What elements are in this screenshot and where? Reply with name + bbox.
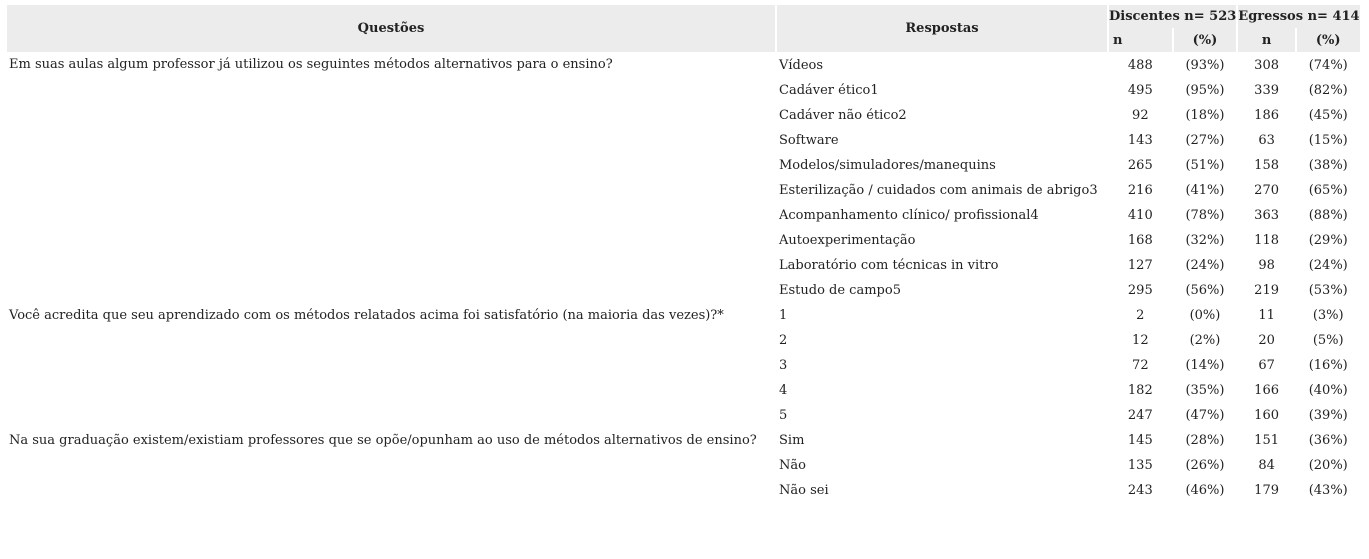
answer-cell: Não	[779, 458, 806, 473]
discentes-n-cell: 410	[1127, 208, 1153, 223]
discentes-n-cell: 92	[1132, 108, 1149, 123]
egressos-n-cell: 186	[1254, 108, 1279, 123]
egressos-pct-cell: (65%)	[1308, 183, 1348, 198]
egressos-n-cell: 179	[1254, 483, 1279, 498]
egressos-n-cell: 84	[1258, 458, 1275, 473]
header-questoes: Questões	[7, 5, 775, 52]
discentes-n-cell: 243	[1127, 483, 1153, 498]
answer-cell: 1	[779, 308, 788, 323]
discentes-n-cell: 145	[1127, 433, 1153, 448]
header-respostas: Respostas	[777, 5, 1107, 52]
discentes-n-cell: 127	[1127, 258, 1153, 273]
egressos-pct-cell: (16%)	[1308, 358, 1348, 373]
answer-cell: 3	[779, 358, 788, 373]
egressos-n-cell: 160	[1254, 408, 1279, 423]
answer-cell: Modelos/simuladores/manequins	[779, 158, 996, 173]
table-header	[7, 5, 1360, 52]
egressos-n-cell: 67	[1258, 358, 1275, 373]
answer-cell: Cadáver ético1	[779, 83, 879, 98]
egressos-pct-cell: (43%)	[1308, 483, 1348, 498]
egressos-pct-cell: (45%)	[1308, 108, 1348, 123]
discentes-n-cell: 216	[1127, 183, 1153, 198]
egressos-n-cell: 20	[1258, 333, 1275, 348]
egressos-pct-cell: (15%)	[1308, 133, 1348, 148]
answer-cell: Estudo de campo5	[779, 283, 901, 298]
discentes-n-cell: 488	[1127, 57, 1153, 73]
egressos-pct-cell: (40%)	[1308, 383, 1348, 398]
egressos-pct-cell: (53%)	[1308, 283, 1348, 298]
question-cell: Em suas aulas algum professor já utilizou os seguintes métodos alternativos para o ensino?	[9, 57, 613, 72]
discentes-n-cell: 135	[1127, 458, 1153, 473]
egressos-n-cell: 118	[1254, 233, 1279, 248]
answer-cell: Cadáver não ético2	[779, 108, 907, 123]
egressos-pct-cell: (82%)	[1308, 83, 1348, 98]
results-table	[5, 5, 1362, 503]
table-row	[7, 52, 1360, 78]
discentes-pct-cell: (28%)	[1185, 433, 1225, 448]
discentes-n-cell: 168	[1127, 233, 1153, 248]
egressos-n-cell: 308	[1254, 57, 1279, 73]
egressos-pct-cell: (5%)	[1312, 333, 1344, 348]
egressos-pct-cell: (20%)	[1308, 458, 1348, 473]
discentes-pct-cell: (78%)	[1185, 208, 1225, 223]
header-discentes: Discentes n= 523	[1109, 5, 1236, 28]
answer-cell: Software	[779, 133, 839, 148]
discentes-pct-cell: (46%)	[1185, 483, 1225, 498]
discentes-n-cell: 143	[1127, 133, 1153, 148]
egressos-n-cell: 270	[1254, 183, 1279, 198]
egressos-n-cell: 11	[1258, 308, 1275, 323]
egressos-n-cell: 219	[1254, 283, 1279, 298]
discentes-pct-cell: (2%)	[1189, 333, 1221, 348]
egressos-pct-cell: (29%)	[1308, 233, 1348, 248]
answer-cell: 4	[779, 383, 788, 398]
question-cell: Na sua graduação existem/existiam professores que se opõe/opunham ao uso de métodos alternativos de ensino?	[9, 433, 757, 448]
table-body	[7, 52, 1360, 503]
table-row	[7, 303, 1360, 328]
discentes-n-cell: 295	[1127, 283, 1153, 298]
header-egressos-pct: (%)	[1297, 28, 1360, 52]
answer-cell: Laboratório com técnicas in vitro	[779, 258, 999, 273]
discentes-pct-cell: (26%)	[1185, 458, 1225, 473]
answer-cell: Vídeos	[779, 57, 824, 73]
discentes-pct-cell: (51%)	[1185, 158, 1225, 173]
question-cell: Você acredita que seu aprendizado com os métodos relatados acima foi satisfatório (na maioria das vezes)?*	[9, 308, 724, 323]
egressos-pct-cell: (38%)	[1308, 158, 1348, 173]
discentes-n-cell: 182	[1127, 383, 1153, 398]
answer-cell: Autoexperimentação	[779, 233, 916, 248]
discentes-pct-cell: (14%)	[1185, 358, 1225, 373]
discentes-n-cell: 247	[1127, 408, 1153, 423]
egressos-n-cell: 151	[1254, 433, 1279, 448]
egressos-n-cell: 166	[1254, 383, 1279, 398]
discentes-pct-cell: (18%)	[1185, 108, 1225, 123]
egressos-pct-cell: (3%)	[1312, 308, 1344, 323]
answer-cell: Sim	[779, 433, 805, 448]
discentes-n-cell: 495	[1127, 83, 1153, 98]
egressos-pct-cell: (39%)	[1308, 408, 1348, 423]
discentes-n-cell: 12	[1132, 333, 1149, 348]
egressos-n-cell: 98	[1258, 258, 1275, 273]
egressos-n-cell: 339	[1254, 83, 1279, 98]
header-egressos-n: n	[1238, 28, 1295, 52]
discentes-n-cell: 2	[1136, 308, 1145, 323]
discentes-pct-cell: (47%)	[1185, 408, 1225, 423]
egressos-n-cell: 158	[1254, 158, 1279, 173]
discentes-n-cell: 72	[1132, 358, 1149, 373]
discentes-pct-cell: (35%)	[1185, 383, 1225, 398]
table-row	[7, 428, 1360, 453]
egressos-n-cell: 363	[1254, 208, 1279, 223]
egressos-pct-cell: (24%)	[1308, 258, 1348, 273]
discentes-pct-cell: (32%)	[1185, 233, 1225, 248]
answer-cell: 5	[779, 408, 788, 423]
egressos-pct-cell: (74%)	[1308, 57, 1348, 73]
header-discentes-n: n	[1109, 28, 1172, 52]
egressos-pct-cell: (36%)	[1308, 433, 1348, 448]
header-egressos: Egressos n= 414	[1238, 5, 1359, 28]
discentes-pct-cell: (24%)	[1185, 258, 1225, 273]
answer-cell: 2	[779, 333, 788, 348]
discentes-pct-cell: (56%)	[1185, 283, 1225, 298]
discentes-pct-cell: (0%)	[1189, 308, 1221, 323]
egressos-pct-cell: (88%)	[1308, 208, 1348, 223]
discentes-pct-cell: (27%)	[1185, 133, 1225, 148]
discentes-n-cell: 265	[1127, 158, 1153, 173]
discentes-pct-cell: (93%)	[1185, 57, 1225, 73]
answer-cell: Acompanhamento clínico/ profissional4	[779, 208, 1039, 223]
answer-cell: Não sei	[779, 483, 829, 498]
egressos-n-cell: 63	[1258, 133, 1275, 148]
answer-cell: Esterilização / cuidados com animais de abrigo3	[779, 183, 1098, 198]
discentes-pct-cell: (41%)	[1185, 183, 1225, 198]
discentes-pct-cell: (95%)	[1185, 83, 1225, 98]
header-discentes-pct: (%)	[1174, 28, 1237, 52]
